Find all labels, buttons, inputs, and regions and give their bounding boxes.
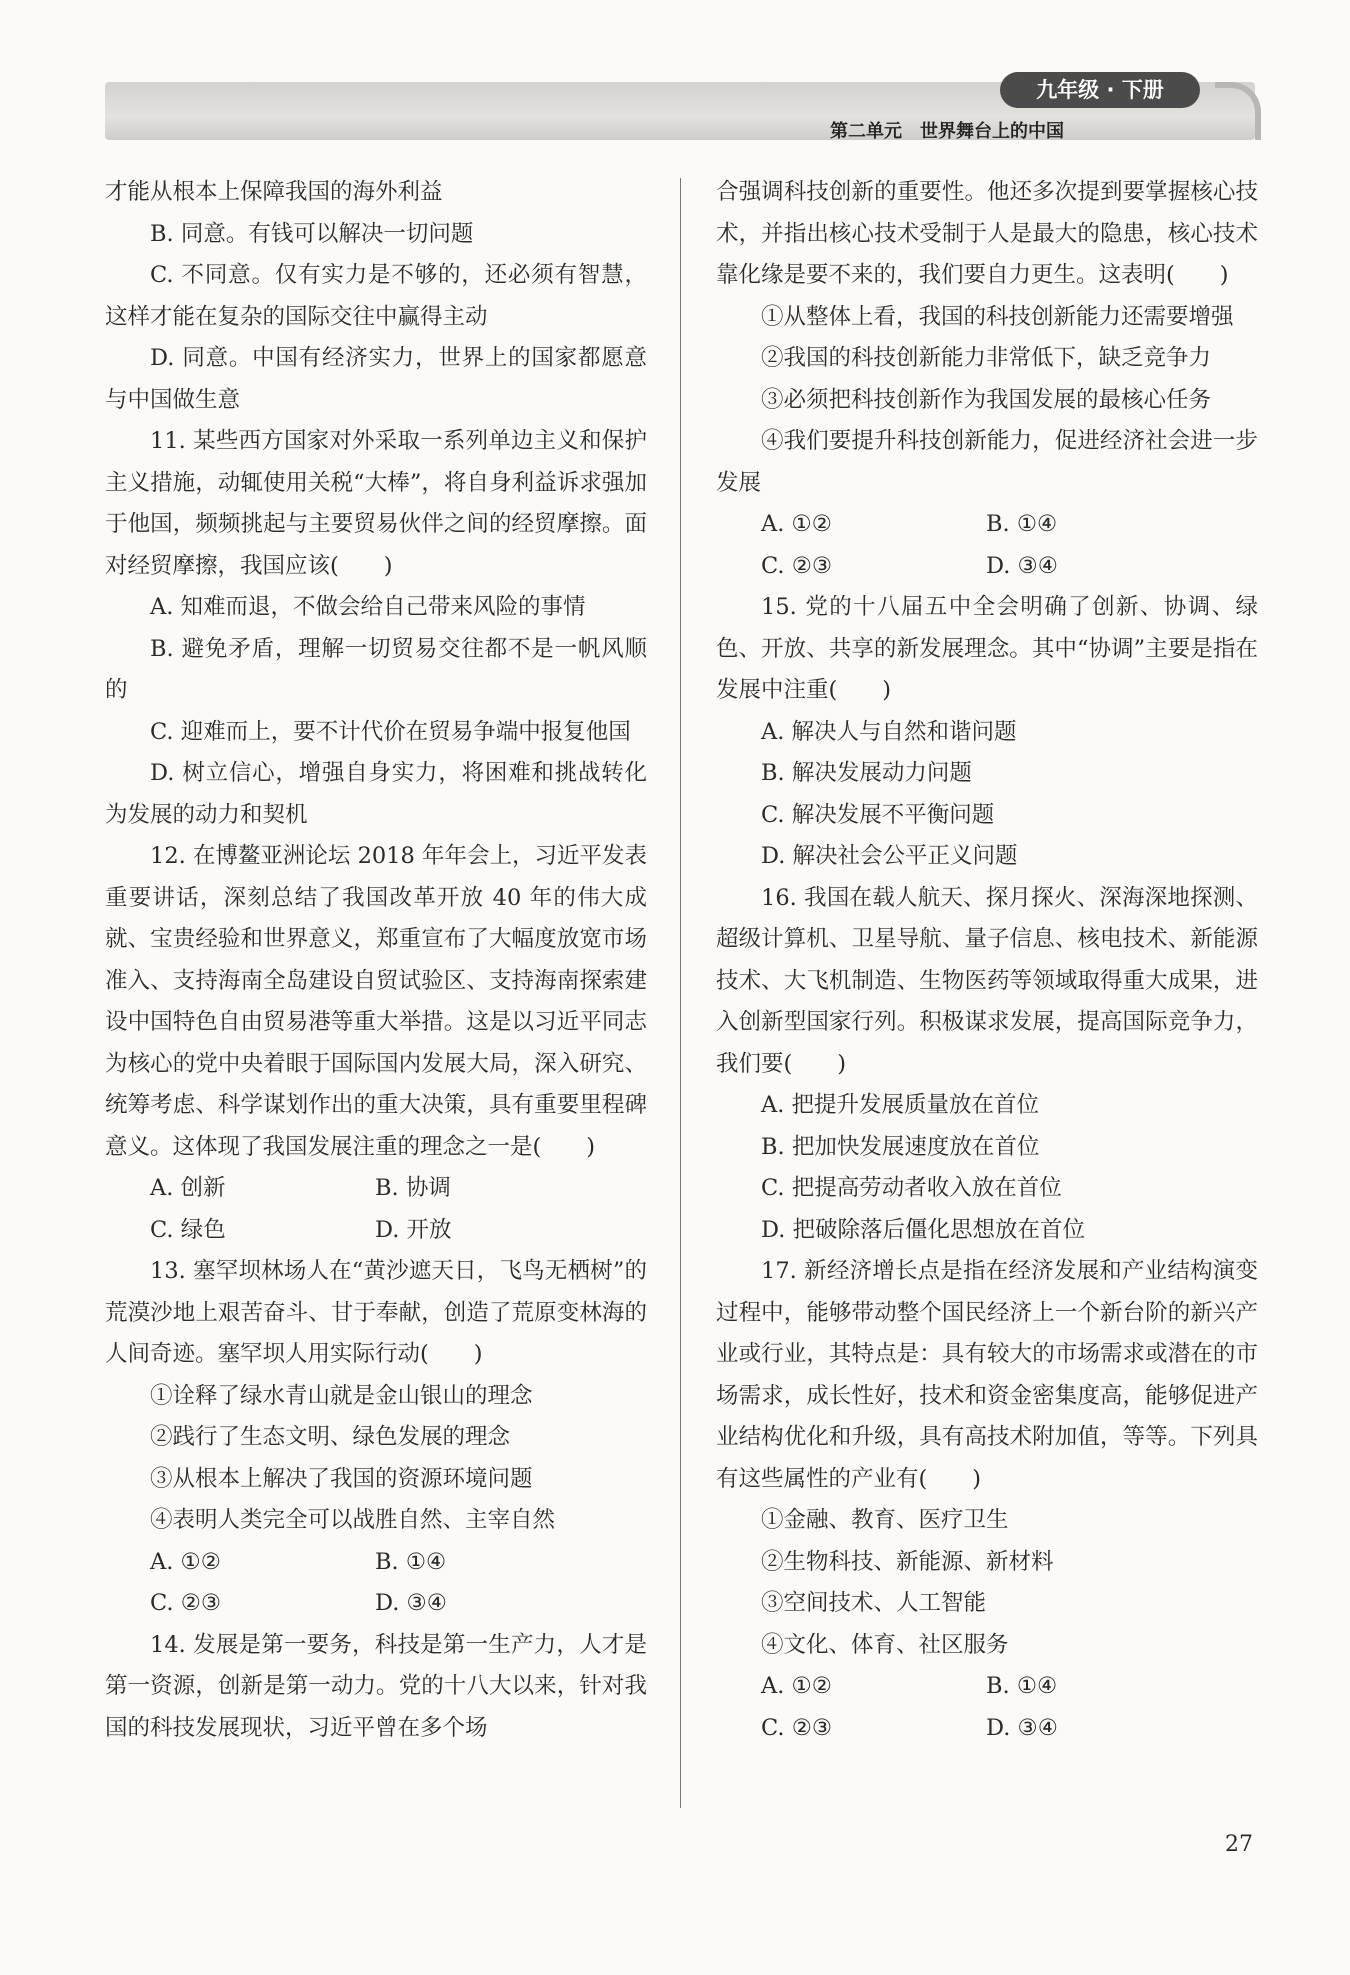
left-column <box>105 172 647 1749</box>
text-paragraph: 15. 党的十八届五中全会明确了创新、协调、绿色、开放、共享的新发展理念。其中“协调”主要是指在发展中注重( ) <box>716 594 1258 703</box>
option-line: ①金融、教育、医疗卫生 <box>761 1507 1009 1533</box>
answer-options-row <box>105 1583 647 1625</box>
answer-options-row <box>716 504 1258 546</box>
answer-option: C. ②③ <box>761 552 833 579</box>
answer-options-row <box>105 1168 647 1210</box>
answer-option: A. 创新 <box>150 1175 226 1201</box>
answer-options-row <box>105 1210 647 1252</box>
text-paragraph: 17. 新经济增长点是指在经济发展和产业结构演变过程中，能够带动整个国民经济上一个新台阶的新兴产业或行业，其特点是：具有较大的市场需求或潜在的市场需求，成长性好，技术和资金密集度高，能够促进产业结构优化和升级，具有高技术附加值，等等。下列具有这些属性的产业有( ) <box>716 1258 1258 1492</box>
option-line: B. 同意。有钱可以解决一切问题 <box>150 220 474 247</box>
option-line: ②我国的科技创新能力非常低下，缺乏竞争力 <box>761 345 1212 371</box>
answer-option: B. ①④ <box>986 511 1058 537</box>
option-line: A. 知难而退，不做会给自己带来风险的事情 <box>150 594 586 620</box>
unit-title: 第二单元 世界舞台上的中国 <box>830 121 1064 142</box>
answer-options-row <box>716 1708 1258 1750</box>
option-line: ③从根本上解决了我国的资源环境问题 <box>150 1465 533 1492</box>
text-paragraph: B. 避免矛盾，理解一切贸易交往都不是一帆风顺的 <box>105 635 647 703</box>
grade-tab: 九年级 · 下册 <box>1000 72 1200 108</box>
answer-option: C. ②③ <box>150 1590 222 1616</box>
text-paragraph: 合强调科技创新的重要性。他还多次提到要掌握核心技术，并指出核心技术受制于人是最大的隐患，核心技术靠化缘是要不来的，我们要自力更生。这表明( ) <box>716 179 1258 288</box>
answer-option: D. ③④ <box>986 552 1058 579</box>
option-line: B. 把加快发展速度放在首位 <box>761 1133 1040 1160</box>
option-line: B. 解决发展动力问题 <box>761 760 972 786</box>
answer-option: B. 协调 <box>375 1175 451 1201</box>
option-line: ②践行了生态文明、绿色发展的理念 <box>150 1424 511 1450</box>
option-line: A. 把提升发展质量放在首位 <box>761 1092 1040 1118</box>
answer-options-row <box>105 1542 647 1584</box>
text-paragraph: 14. 发展是第一要务，科技是第一生产力，人才是第一资源，创新是第一动力。党的十八大以来，针对我国的科技发展现状，习近平曾在多个场 <box>105 1631 647 1741</box>
option-line: ②生物科技、新能源、新材料 <box>761 1548 1054 1575</box>
answer-options-row <box>716 1666 1258 1708</box>
option-line: ④文化、体育、社区服务 <box>761 1631 1009 1658</box>
text-paragraph: 11. 某些西方国家对外采取一系列单边主义和保护主义措施，动辄使用关税“大棒”，将自身利益诉求强加于他国，频频挑起与主要贸易伙伴之间的经贸摩擦。面对经贸摩擦，我国应该( ) <box>105 428 647 579</box>
option-line: ③空间技术、人工智能 <box>761 1590 987 1616</box>
option-line: D. 解决社会公平正义问题 <box>761 843 1018 869</box>
option-line: ③必须把科技创新作为我国发展的最核心任务 <box>761 386 1212 413</box>
text-paragraph: D. 树立信心，增强自身实力，将困难和挑战转化为发展的动力和契机 <box>105 760 647 828</box>
option-line: A. 解决人与自然和谐问题 <box>761 718 1017 745</box>
answer-option: C. ②③ <box>761 1714 833 1741</box>
option-line: D. 把破除落后僵化思想放在首位 <box>761 1216 1086 1243</box>
answer-option: B. ①④ <box>986 1673 1058 1699</box>
text-paragraph: ④我们要提升科技创新能力，促进经济社会进一步发展 <box>716 428 1258 496</box>
text-paragraph: D. 同意。中国有经济实力，世界上的国家都愿意与中国做生意 <box>105 345 647 413</box>
option-line: C. 解决发展不平衡问题 <box>761 801 995 828</box>
text-paragraph: C. 不同意。仅有实力是不够的，还必须有智慧，这样才能在复杂的国际交往中赢得主动 <box>105 262 647 330</box>
option-line: C. 把提高劳动者收入放在首位 <box>761 1175 1062 1201</box>
text-paragraph: ①从整体上看，我国的科技创新能力还需要增强 <box>761 303 1234 330</box>
text-paragraph: 16. 我国在载人航天、探月探火、深海深地探测、超级计算机、卫星导航、量子信息、核电技术、新能源技术、大飞机制造、生物医药等领域取得重大成果，进入创新型国家行列。积极谋求发展，提高国际竞争力，我们要( ) <box>716 884 1258 1077</box>
option-line: ①诠释了绿水青山就是金山银山的理念 <box>150 1382 533 1409</box>
answer-option: B. ①④ <box>375 1548 447 1575</box>
answer-options-row <box>716 546 1258 588</box>
right-column <box>716 172 1258 1749</box>
text-paragraph: 12. 在博鳌亚洲论坛 2018 年年会上，习近平发表重要讲话，深刻总结了我国改革开放 40 年的伟大成就、宝贵经验和世界意义，郑重宣布了大幅度放宽市场准入、支持海南全岛建设自贸试验区、支持海南探索建设中国特色自由贸易港等重大举措。这是以习近平同志为核心的党中央着眼于国际国内发展大局，深入研究、统筹考虑、科学谋划作出的重大决策，具有重要里程碑意义。这体现了我国发展注重的理念之一是( ) <box>105 843 648 1160</box>
answer-option: D. ③④ <box>986 1714 1058 1741</box>
answer-option: C. 绿色 <box>150 1216 226 1243</box>
answer-option: D. ③④ <box>375 1590 447 1616</box>
text-paragraph: C. 迎难而上，要不计代价在贸易争端中报复他国 <box>150 718 631 745</box>
answer-option: A. ①② <box>761 1673 832 1699</box>
page-number: 27 <box>1225 1832 1253 1857</box>
text-paragraph: 才能从根本上保障我国的海外利益 <box>105 179 443 205</box>
text-paragraph: 13. 塞罕坝林场人在“黄沙遮天日，飞鸟无栖树”的荒漠沙地上艰苦奋斗、甘于奉献，创造了荒原变林海的人间奇迹。塞罕坝人用实际行动( ) <box>105 1258 647 1367</box>
answer-option: A. ①② <box>150 1548 221 1575</box>
answer-option: A. ①② <box>761 511 832 537</box>
option-line: ④表明人类完全可以战胜自然、主宰自然 <box>150 1507 556 1533</box>
answer-option: D. 开放 <box>375 1216 452 1243</box>
column-divider <box>680 178 681 1808</box>
